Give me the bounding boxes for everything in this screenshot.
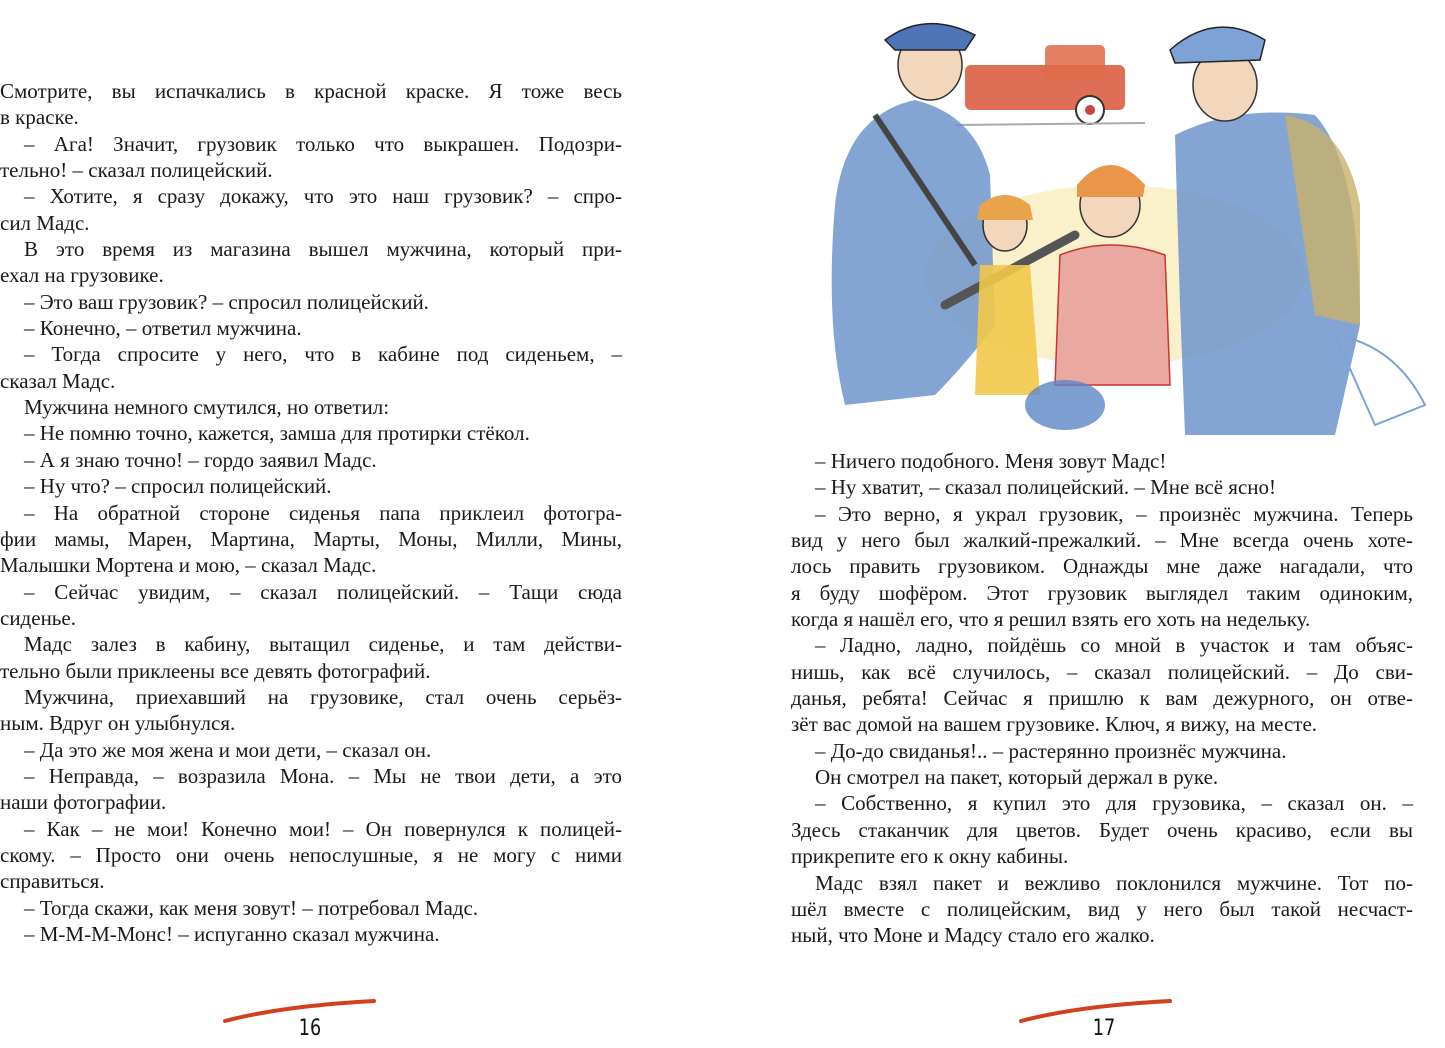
text-line: сиденье.	[0, 605, 76, 630]
paragraph	[0, 420, 622, 446]
paragraph	[0, 315, 622, 341]
text-line: Малышки Мортена и мою, – сказал Мадс.	[0, 553, 377, 578]
text-line: фии мамы, Марен, Мартина, Марты, Моны, Милли, Мины,	[0, 526, 622, 551]
text-line: сил Мадс.	[0, 210, 90, 235]
red-truck	[955, 45, 1145, 125]
paragraph	[0, 341, 622, 394]
text-line: ный, что Моне и Мадсу стало его жалко.	[791, 923, 1155, 948]
text-line: зёт вас домой на вашем грузовике. Ключ, я вижу, на месте.	[791, 712, 1318, 737]
text-line: нишь, как всё случилось, – сказал полицейский. – До сви-	[791, 659, 1413, 684]
text-line: – Это верно, я украл грузовик, – произнёс мужчина. Теперь	[815, 501, 1413, 526]
text-line: – До-до свиданья!.. – растерянно произнёс мужчина.	[815, 738, 1287, 763]
paragraph	[791, 474, 1413, 500]
text-line: – Собственно, я купил это для грузовика, – сказал он. –	[815, 791, 1413, 816]
paragraph	[0, 289, 622, 315]
text-line: тельно были приклеены все девять фотографий.	[0, 658, 431, 683]
paragraph	[0, 447, 622, 473]
text-line: – Ну хватит, – сказал полицейский. – Мне всё ясно!	[815, 475, 1277, 500]
text-line: – Да это же моя жена и мои дети, – сказал он.	[24, 737, 432, 762]
illustration-policeman-and-children	[815, 5, 1435, 445]
text-line: – М-М-М-Монс! – испуганно сказал мужчина.	[24, 922, 440, 946]
paragraph	[0, 78, 622, 131]
text-line: ным. Вдруг он улыбнулся.	[0, 711, 236, 736]
text-line: – А я знаю точно! – гордо заявил Мадс.	[24, 447, 377, 472]
paragraph	[0, 921, 622, 947]
paragraph	[791, 790, 1413, 869]
paragraph	[791, 632, 1413, 737]
truck-driver-figure	[1170, 27, 1425, 435]
paragraph	[0, 737, 622, 763]
paragraph	[0, 236, 622, 289]
text-line: данья, ребята! Сейчас я пришлю к вам дежурного, он отве-	[791, 686, 1413, 711]
paragraph	[791, 448, 1413, 474]
text-line: – Ничего подобного. Меня зовут Мадс!	[815, 449, 1167, 473]
paragraph	[0, 473, 622, 499]
right-page-text	[791, 448, 1413, 949]
paragraph	[791, 870, 1413, 949]
paragraph	[791, 764, 1413, 790]
page-number-left: 16	[298, 1016, 322, 1041]
text-line: в краске.	[0, 105, 79, 130]
text-line: шёл вместе с полицейским, вид у него был такой несчаст-	[791, 896, 1413, 921]
paragraph	[0, 763, 622, 816]
text-line: – Ну что? – спросил полицейский.	[24, 474, 332, 499]
paragraph	[0, 684, 622, 737]
text-line: Мадс залез в кабину, вытащил сиденье, и там действи-	[24, 632, 622, 657]
paragraph	[0, 579, 622, 632]
text-line: – Сейчас увидим, – сказал полицейский. – Тащи сюда	[24, 579, 622, 604]
text-line: справиться.	[0, 869, 105, 894]
text-line: ехал на грузовике.	[0, 263, 164, 288]
text-line: – Это ваш грузовик? – спросил полицейский.	[24, 289, 429, 314]
page-number-right: 17	[1092, 1016, 1116, 1041]
text-line: – Ага! Значит, грузовик только что выкрашен. Подозри-	[24, 131, 622, 156]
text-line: Смотрите, вы испачкались в красной краске. Я тоже весь	[0, 79, 622, 103]
text-line: я буду шофёром. Этот грузовик выглядел таким одиноким,	[791, 580, 1413, 605]
text-line: – Как – не мои! Конечно мои! – Он повернулся к полицей-	[24, 816, 622, 841]
text-line: когда я нашёл его, что я решил взять его хоть на недельку.	[791, 607, 1311, 632]
paragraph	[791, 501, 1413, 633]
text-line: Здесь стаканчик для цветов. Будет очень красиво, если вы	[791, 817, 1413, 842]
paragraph	[0, 183, 622, 236]
text-line: прикрепите его к окну кабины.	[791, 844, 1069, 869]
paragraph	[0, 895, 622, 921]
paragraph	[791, 738, 1413, 764]
text-line: В это время из магазина вышел мужчина, который при-	[24, 237, 622, 262]
text-line: скому. – Просто они очень непослушные, я не могу с ними	[0, 842, 622, 867]
text-line: Мужчина немного смутился, но ответил:	[24, 395, 390, 420]
left-page-text	[0, 78, 622, 947]
paragraph	[0, 631, 622, 684]
paragraph	[0, 500, 622, 579]
text-line: Мадс взял пакет и вежливо поклонился мужчине. Тот по-	[815, 870, 1413, 895]
paragraph	[0, 816, 622, 895]
text-line: Мужчина, приехавший на грузовике, стал очень серьёз-	[24, 684, 622, 709]
text-line: – Неправда, – возразила Мона. – Мы не твои дети, а это	[24, 763, 622, 788]
text-line: – Тогда скажи, как меня зовут! – потребовал Мадс.	[24, 895, 479, 920]
text-line: – На обратной стороне сиденья папа приклеил фотогра-	[24, 500, 622, 525]
text-line: лось править грузовиком. Однажды мне даже нагадали, что	[791, 554, 1413, 579]
text-line: вид у него был жалкий-прежалкий. – Мне всегда очень хоте-	[791, 528, 1413, 553]
text-line: – Не помню точно, кажется, замша для протирки стёкол.	[24, 421, 530, 446]
text-line: Он смотрел на пакет, который держал в руке.	[815, 765, 1219, 790]
paragraph	[0, 131, 622, 184]
text-line: – Хотите, я сразу докажу, что это наш грузовик? – спро-	[24, 184, 622, 209]
text-line: тельно! – сказал полицейский.	[0, 158, 273, 183]
text-line: – Тогда спросите у него, что в кабине под сиденьем, –	[24, 342, 622, 367]
text-line: сказал Мадс.	[0, 368, 116, 393]
paragraph	[0, 394, 622, 420]
text-line: – Конечно, – ответил мужчина.	[24, 316, 302, 341]
text-line: – Ладно, ладно, пойдёшь со мной в участок и там объяс-	[815, 633, 1413, 658]
text-line: наши фотографии.	[0, 790, 167, 815]
